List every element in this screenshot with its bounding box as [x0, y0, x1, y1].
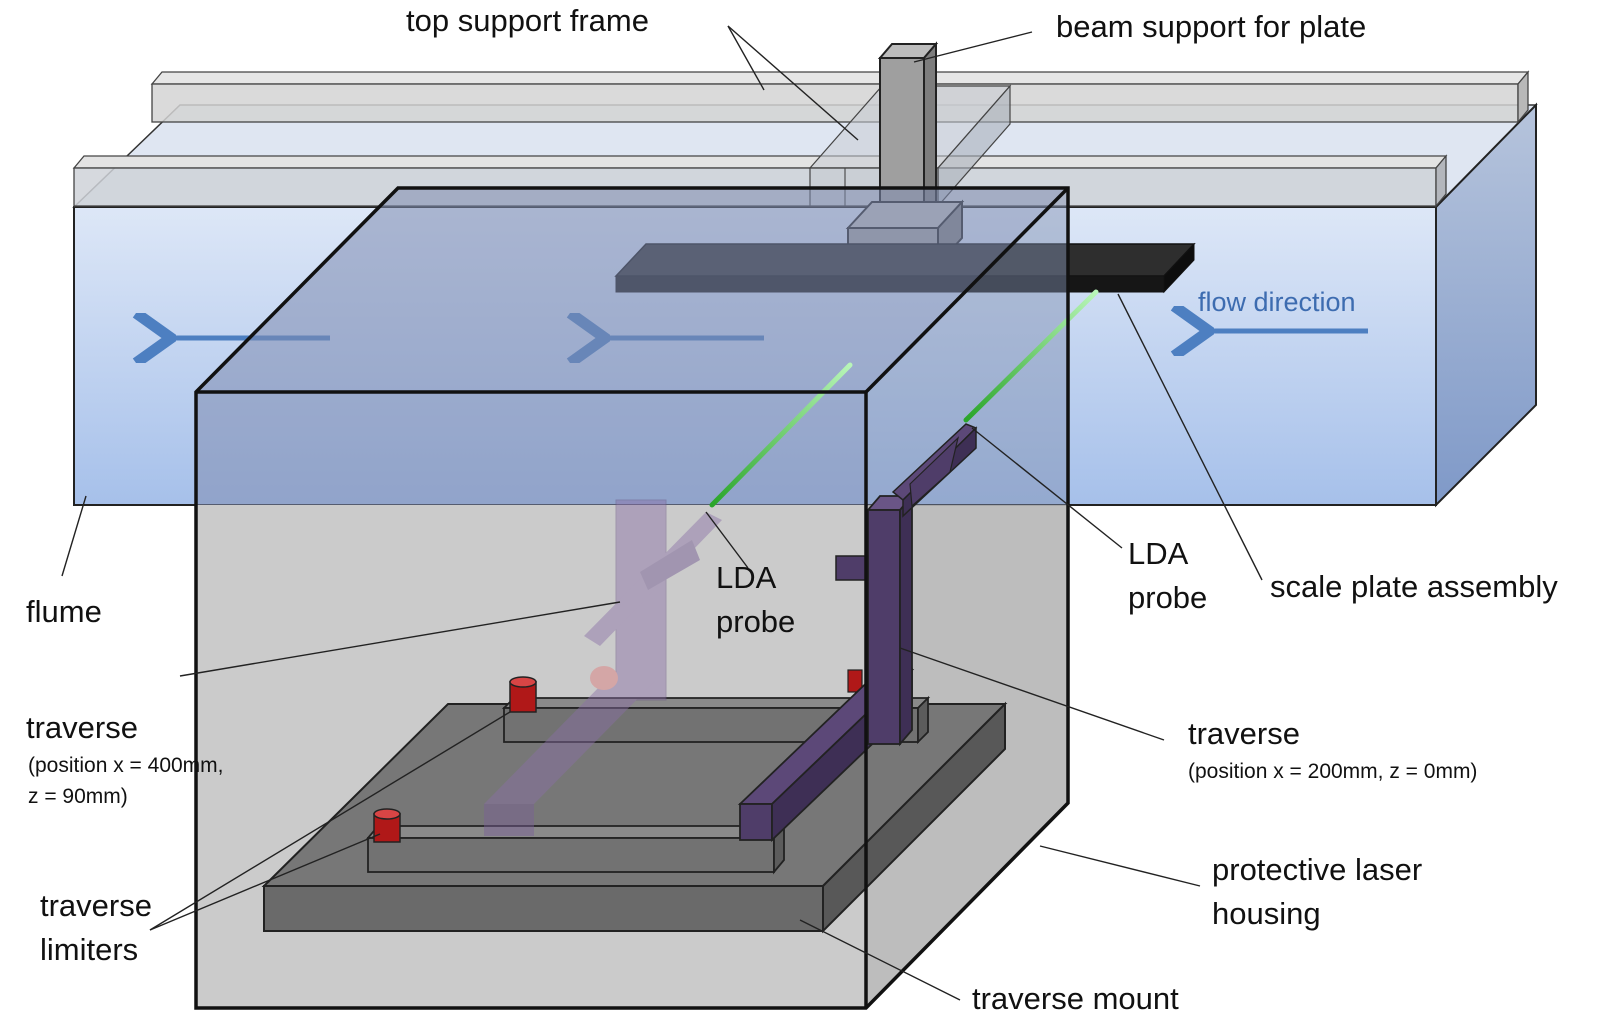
label-flume: flume: [26, 594, 102, 629]
label-protective-laser-housing: protective laser housing: [1212, 852, 1423, 931]
traverse-limiter-front: [374, 809, 400, 842]
label-traverse-mount: traverse mount: [972, 981, 1179, 1016]
label-top-support-frame: top support frame: [406, 3, 649, 38]
label-beam-support-for-plate: beam support for plate: [1056, 9, 1367, 44]
label-traverse-limiters: traverse limiters: [40, 888, 152, 967]
label-traverse-left-position: (position x = 400mm, z = 90mm): [28, 754, 224, 808]
label-lda-probe-left: LDA probe: [716, 560, 796, 639]
label-scale-plate-assembly: scale plate assembly: [1270, 569, 1558, 604]
label-traverse-right-position: (position x = 200mm, z = 0mm): [1188, 760, 1478, 783]
label-lda-probe-right: LDA probe: [1128, 536, 1208, 615]
label-traverse-right: traverse: [1188, 716, 1300, 751]
label-traverse-left: traverse: [26, 710, 138, 745]
label-flow-direction: flow direction: [1198, 287, 1356, 317]
traverse-mount-front: [264, 886, 823, 931]
traverse-limiter-back: [510, 677, 536, 712]
